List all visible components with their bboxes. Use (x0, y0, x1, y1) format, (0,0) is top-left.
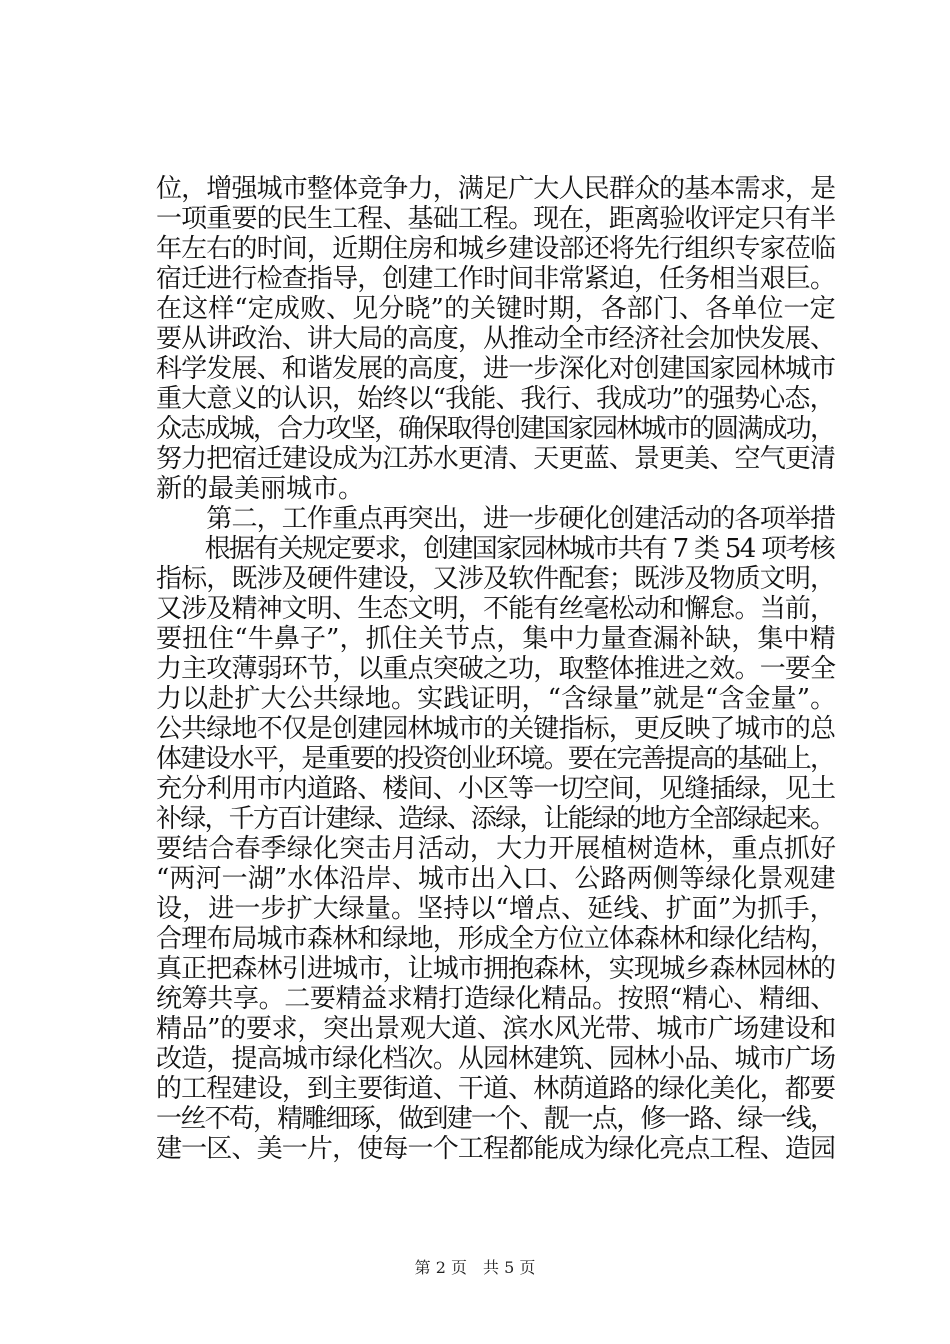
text-line: “两河一湖”水体沿岸、城市出入口、公路两侧等绿化景观建 (156, 864, 836, 894)
text-line: 宿迁进行检查指导，创建工作时间非常紧迫，任务相当艰巨。 (156, 264, 836, 294)
text-line: 在这样“定成败、见分晓”的关键时期，各部门、各单位一定 (156, 294, 836, 324)
text-line: 建一区、美一片，使每一个工程都能成为绿化亮点工程、造园 (156, 1134, 836, 1164)
text-line: 真正把森林引进城市，让城市拥抱森林，实现城乡森林园林的 (156, 954, 836, 984)
text-line: 精品”的要求，突出景观大道、滨水风光带、城市广场建设和 (156, 1014, 836, 1044)
page-footer: 第 2 页 共 5 页 (414, 1258, 536, 1277)
text-line: 众志成城，合力攻坚，确保取得创建国家园林城市的圆满成功， (156, 414, 835, 444)
text-line: 统筹共享。二要精益求精打造绿化精品。按照“精心、精细、 (156, 984, 836, 1014)
text-line: 充分利用市内道路、楼间、小区等一切空间，见缝插绿，见土 (156, 774, 836, 804)
text-line: 一项重要的民生工程、基础工程。现在，距离验收评定只有半 (156, 204, 836, 234)
text-line: 第二，工作重点再突出，进一步硬化创建活动的各项举措 (156, 504, 836, 534)
text-line: 要扭住“牛鼻子”，抓住关节点，集中力量查漏补缺，集中精 (156, 624, 836, 654)
text-line: 要从讲政治、讲大局的高度，从推动全市经济社会加快发展、 (156, 324, 836, 354)
text-line: 新的最美丽城市。 (156, 474, 365, 504)
text-line: 根据有关规定要求，创建国家园林城市共有 7 类 54 项考核 (156, 534, 834, 564)
text-line: 合理布局城市森林和绿地，形成全方位立体森林和绿化结构， (156, 924, 836, 954)
text-line: 力主攻薄弱环节，以重点突破之功，取整体推进之效。一要全 (156, 654, 836, 684)
text-line: 补绿，千方百计建绿、造绿、添绿，让能绿的地方全部绿起来。 (156, 804, 835, 834)
text-line: 年左右的时间，近期住房和城乡建设部还将先行组织专家莅临 (156, 234, 836, 264)
body-text (156, 174, 836, 1164)
text-line: 体建设水平，是重要的投资创业环境。要在完善提高的基础上， (156, 744, 835, 774)
text-line: 重大意义的认识，始终以“我能、我行、我成功”的强势心态， (156, 384, 835, 414)
text-line: 科学发展、和谐发展的高度，进一步深化对创建国家园林城市 (156, 354, 836, 384)
text-line: 公共绿地不仅是创建园林城市的关键指标，更反映了城市的总 (156, 714, 836, 744)
text-line: 的工程建设，到主要街道、干道、林荫道路的绿化美化，都要 (156, 1074, 836, 1104)
text-line: 努力把宿迁建设成为江苏水更清、天更蓝、景更美、空气更清 (156, 444, 836, 474)
text-line: 位，增强城市整体竞争力，满足广大人民群众的基本需求，是 (156, 174, 836, 204)
text-line: 改造，提高城市绿化档次。从园林建筑、园林小品、城市广场 (156, 1044, 836, 1074)
text-line: 设，进一步扩大绿量。坚持以“增点、延线、扩面”为抓手， (156, 894, 836, 924)
text-line: 要结合春季绿化突击月活动，大力开展植树造林，重点抓好 (156, 834, 837, 864)
text-line: 又涉及精神文明、生态文明，不能有丝毫松动和懈怠。当前， (156, 594, 836, 624)
text-line: 力以赴扩大公共绿地。实践证明，“含绿量”就是“含金量”。 (156, 684, 837, 714)
text-line: 一丝不苟，精雕细琢，做到建一个、靓一点，修一路、绿一线， (156, 1104, 835, 1134)
text-line: 指标，既涉及硬件建设，又涉及软件配套；既涉及物质文明， (156, 564, 836, 594)
